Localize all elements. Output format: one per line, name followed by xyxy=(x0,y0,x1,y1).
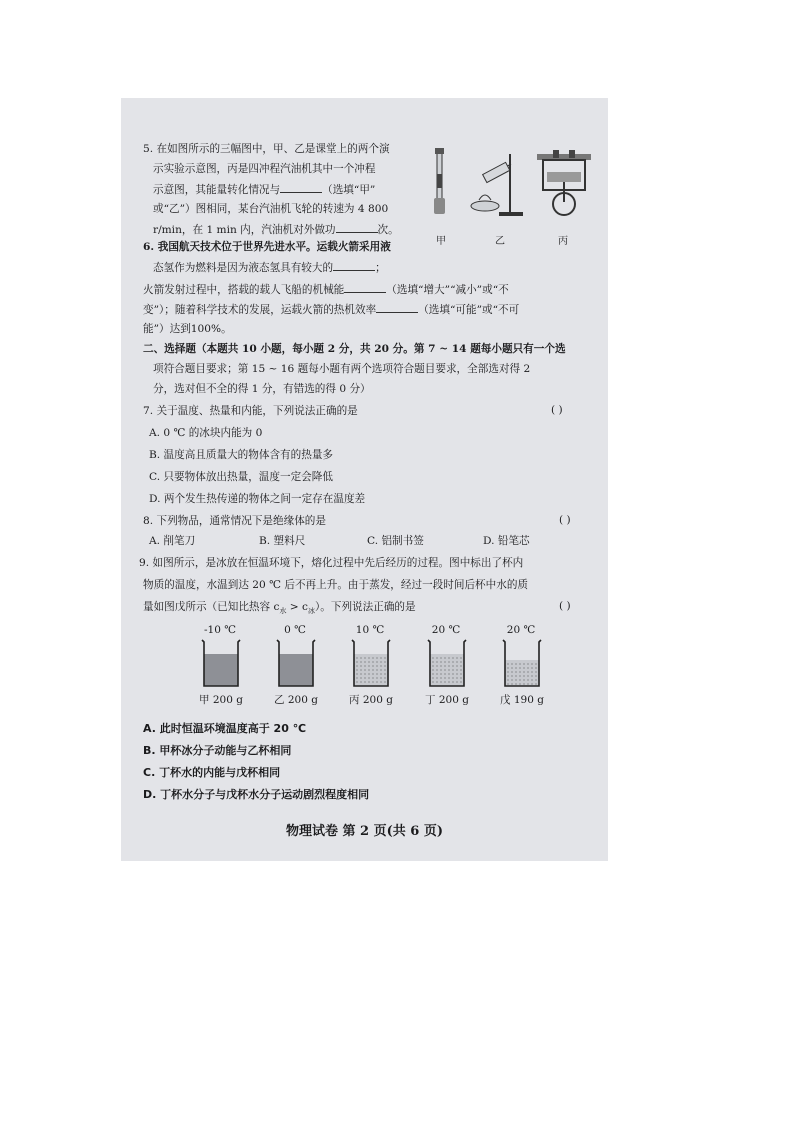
q6-line-4: 变”）；随着科学技术的发展，运载火箭的热机效率 （选填“可能”或“不可 xyxy=(143,304,520,316)
figure-jia xyxy=(427,146,451,218)
q8-answer-paren[interactable]: ( ) xyxy=(559,514,571,526)
beaker-label: 丙 200 g xyxy=(349,694,393,706)
beaker-temp: 20 ℃ xyxy=(431,624,461,636)
q7-option-a: A. 0 ℃ 的冰块内能为 0 xyxy=(149,427,263,439)
q5-line-4: 或“乙”）图相同，某台汽油机飞轮的转速为 4 800 xyxy=(153,203,389,215)
section2-line-1: 二、选择题（本题共 10 小题，每小题 2 分，共 20 分。第 7 ~ 14 题每小题只有一个选 xyxy=(143,343,566,355)
beaker xyxy=(276,638,316,690)
beaker-temp: 20 ℃ xyxy=(506,624,536,636)
figure-bing xyxy=(533,148,595,220)
q5-blank-1[interactable] xyxy=(280,182,322,193)
beaker-temp: 10 ℃ xyxy=(355,624,385,636)
q6-blank-2[interactable] xyxy=(344,282,386,293)
figure-label-jia: 甲 xyxy=(436,236,446,247)
q8-option-c: C. 铝制书签 xyxy=(367,535,424,547)
q6-line-5: 能”）达到100%。 xyxy=(143,323,232,335)
q6-blank-3[interactable] xyxy=(376,302,418,313)
q6-line-2: 态氢作为燃料是因为液态氢具有较大的 ； xyxy=(153,262,386,274)
q5-line-3: 示意图，其能量转化情况与 （选填“甲” xyxy=(153,184,376,196)
q6-blank-1[interactable] xyxy=(333,260,375,271)
q9-option-a: A. 此时恒温环境温度高于 20 ℃ xyxy=(143,722,307,735)
q7-option-d: D. 两个发生热传递的物体之间一定存在温度差 xyxy=(149,493,366,505)
beaker xyxy=(502,638,542,690)
q5-blank-2[interactable] xyxy=(336,222,378,233)
q8-option-a: A. 削笔刀 xyxy=(149,535,196,547)
beaker xyxy=(351,638,391,690)
q7-option-c: C. 只要物体放出热量，温度一定会降低 xyxy=(149,471,333,483)
figure-yi xyxy=(469,150,525,218)
q5-line-5: r/min，在 1 min 内，汽油机对外做功 次。 xyxy=(153,224,399,236)
beaker-label: 丁 200 g xyxy=(425,694,469,706)
q9-line-2: 物质的温度，水温到达 20 ℃ 后不再上升。由于蒸发，经过一段时间后杯中水的质 xyxy=(143,579,529,591)
q6-line-3: 火箭发射过程中，搭载的载人飞船的机械能 （选填“增大”“减小”或“不 xyxy=(143,284,509,296)
q7-answer-paren[interactable]: ( ) xyxy=(551,404,563,416)
beaker-label: 戊 190 g xyxy=(500,694,544,706)
q9-option-c: C. 丁杯水的内能与戊杯相同 xyxy=(143,766,281,779)
q9-line-1: 9. 如图所示，是冰放在恒温环境下，熔化过程中先后经历的过程。图中标出了杯内 xyxy=(139,557,524,569)
q9-option-d: D. 丁杯水分子与戊杯水分子运动剧烈程度相同 xyxy=(143,788,370,801)
beaker-temp: -10 ℃ xyxy=(204,624,236,636)
q6-line-1: 6. 我国航天技术位于世界先进水平。运载火箭采用液 xyxy=(143,241,391,253)
section2-line-2: 项符合题目要求；第 15 ~ 16 题每小题有两个选项符合题目要求，全部选对得 2 xyxy=(153,363,531,375)
q9-line-3: 量如图戊所示（已知比热容 $c_水 > c_冰$）。下列说法正确的是 xyxy=(143,601,416,616)
figure-label-yi: 乙 xyxy=(495,236,505,247)
q8-option-d: D. 铅笔芯 xyxy=(483,535,530,547)
beaker xyxy=(201,638,241,690)
figure-label-bing: 丙 xyxy=(558,236,568,247)
section2-line-3: 分，选对但不全的得 1 分，有错选的得 0 分） xyxy=(153,383,371,395)
q8-stem: 8. 下列物品，通常情况下是绝缘体的是 xyxy=(143,515,326,527)
page-footer: 物理试卷 第 2 页(共 6 页) xyxy=(285,824,444,839)
beaker xyxy=(427,638,467,690)
q5-line-2: 示实验示意图，丙是四冲程汽油机其中一个冲程 xyxy=(153,163,376,175)
q9-option-b: B. 甲杯冰分子动能与乙杯相同 xyxy=(143,744,292,757)
beaker-label: 乙 200 g xyxy=(274,694,318,706)
beaker-temp: 0 ℃ xyxy=(284,624,306,636)
q8-option-b: B. 塑料尺 xyxy=(259,535,306,547)
q7-stem: 7. 关于温度、热量和内能，下列说法正确的是 xyxy=(143,405,358,417)
q5-line-1: 5. 在如图所示的三幅图中，甲、乙是课堂上的两个演 xyxy=(143,143,390,155)
beaker-label: 甲 200 g xyxy=(199,694,243,706)
exam-photo xyxy=(121,98,608,861)
q9-answer-paren[interactable]: ( ) xyxy=(559,600,571,612)
q7-option-b: B. 温度高且质量大的物体含有的热量多 xyxy=(149,449,334,461)
